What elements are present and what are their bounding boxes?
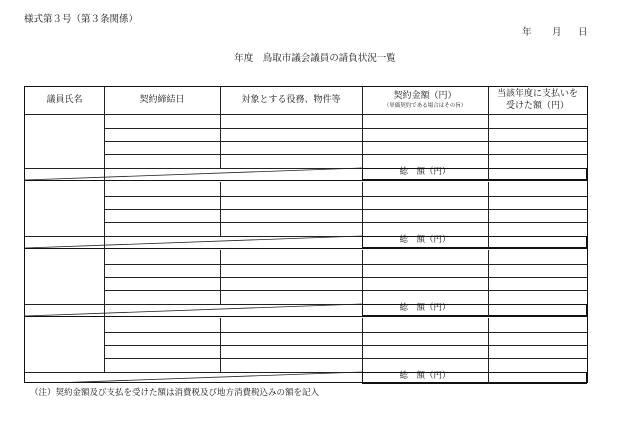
row-rule bbox=[104, 196, 587, 197]
row-rule bbox=[104, 358, 587, 359]
column-rule bbox=[488, 182, 489, 236]
group-divider bbox=[25, 248, 587, 249]
column-rule bbox=[362, 318, 363, 372]
row-rule bbox=[104, 264, 587, 265]
total-row-diagonal bbox=[25, 236, 362, 248]
column-header-paid-amount: 当該年度に支払いを受けた額（円） bbox=[496, 89, 578, 111]
row-rule bbox=[104, 277, 587, 278]
column-header-contract-date: 契約締結日 bbox=[139, 94, 185, 105]
group-total-label: 総 額（円） bbox=[399, 235, 451, 245]
row-rule bbox=[104, 209, 587, 210]
column-rule bbox=[488, 236, 489, 248]
column-rule bbox=[220, 87, 221, 168]
total-row-diagonal bbox=[25, 372, 362, 382]
column-header-subject: 対象とする役務、物件等 bbox=[241, 94, 341, 105]
row-rule bbox=[104, 128, 587, 129]
column-rule bbox=[488, 168, 489, 180]
column-rule bbox=[488, 318, 489, 372]
diagonal-strikes bbox=[25, 87, 587, 382]
column-rule bbox=[362, 182, 363, 236]
row-rule bbox=[104, 345, 587, 346]
column-header-contract-amount: 契約金額（円） （単価契約である場合はその旨） bbox=[383, 91, 467, 109]
document-title: 年度 鳥取市議会議員の請負状況一覧 bbox=[234, 53, 396, 64]
column-rule bbox=[362, 87, 363, 168]
row-rule bbox=[104, 290, 587, 291]
group-divider bbox=[25, 180, 587, 181]
footnote: （注）契約金額及び支払を受けた額は消費税及び地方消費税込みの額を記入 bbox=[30, 388, 320, 398]
column-rule bbox=[220, 318, 221, 372]
total-row-diagonal bbox=[25, 304, 362, 316]
total-row-diagonal bbox=[25, 168, 362, 180]
date-year-label: 年 bbox=[522, 27, 532, 38]
column-rule bbox=[488, 87, 489, 168]
row-rule bbox=[104, 141, 587, 142]
row-rule bbox=[104, 222, 587, 223]
group-divider bbox=[25, 316, 587, 317]
column-rule bbox=[220, 182, 221, 236]
column-rule bbox=[488, 372, 489, 384]
group-total-label: 総 額（円） bbox=[399, 167, 451, 177]
column-header-member-name: 議員氏名 bbox=[46, 94, 83, 105]
column-rule bbox=[220, 250, 221, 304]
contracts-table bbox=[24, 86, 588, 383]
date-day-label: 日 bbox=[578, 27, 588, 38]
column-rule bbox=[362, 250, 363, 304]
group-total-label: 総 額（円） bbox=[399, 371, 451, 381]
row-rule bbox=[104, 332, 587, 333]
date-month-label: 月 bbox=[552, 27, 562, 38]
form-number: 様式第３号（第３条関係） bbox=[24, 14, 139, 25]
column-rule bbox=[488, 304, 489, 316]
row-rule bbox=[104, 154, 587, 155]
group-total-label: 総 額（円） bbox=[399, 303, 451, 313]
column-rule bbox=[488, 250, 489, 304]
